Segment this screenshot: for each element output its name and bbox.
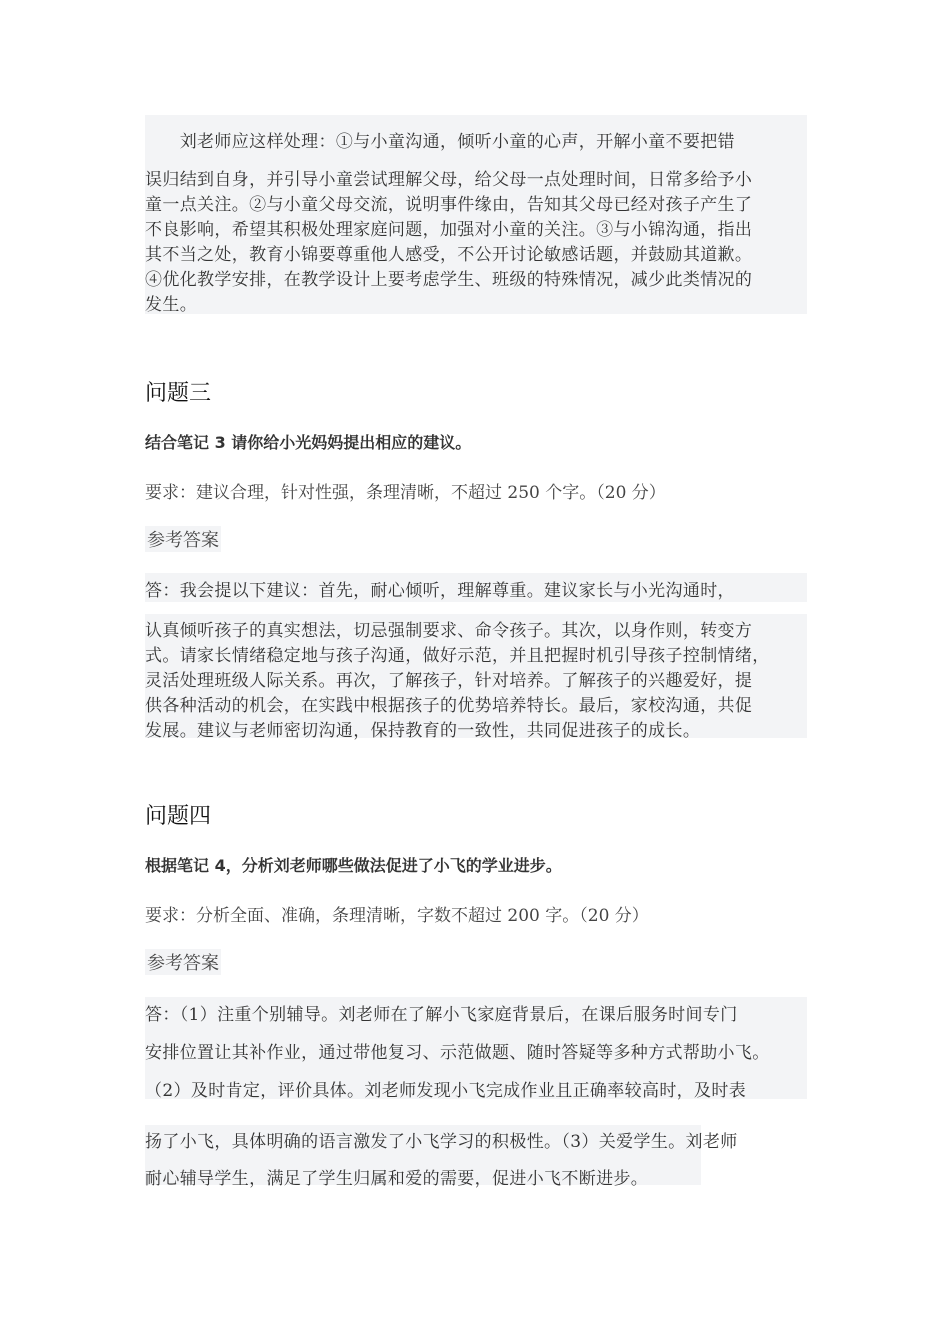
question-text-q3: 结合笔记 3 请你给小光妈妈提出相应的建议。 (145, 433, 472, 452)
answer-line: 认真倾听孩子的真实想法，切忌强制要求、命令孩子。其次，以身作则，转变方 (145, 621, 753, 641)
answer-line: 扬了小飞，具体明确的语言激发了小飞学习的积极性。（3）关爱学生。刘老师 (145, 1132, 738, 1152)
answer-line: （2）及时肯定，评价具体。刘老师发现小飞完成作业且正确率较高时，及时表 (145, 1081, 747, 1101)
answer-line: 式。请家长情绪稳定地与孩子沟通，做好示范，并且把握时机引导孩子控制情绪， (145, 646, 770, 666)
requirement-text-q3: 要求：建议合理，针对性强，条理清晰，不超过 250 个字。（20 分） (145, 483, 666, 503)
answer-line: 耐心辅导学生，满足了学生归属和爱的需要，促进小飞不断进步。 (145, 1169, 649, 1189)
question-text-q4: 根据笔记 4，分析刘老师哪些做法促进了小飞的学业进步。 (145, 856, 562, 875)
reference-answer-label-q3: 参考答案 (145, 526, 221, 552)
answer-line: 发生。 (145, 295, 198, 315)
answer-line: 刘老师应这样处理：①与小童沟通，倾听小童的心声，开解小童不要把错 (145, 132, 735, 152)
answer-block-q2 (145, 115, 807, 314)
section-heading-q3: 问题三 (145, 381, 212, 406)
reference-answer-label-q4: 参考答案 (145, 949, 221, 975)
answer-line: 供各种活动的机会，在实践中根据孩子的优势培养特长。最后，家校沟通，共促 (145, 696, 753, 716)
answer-line: 答：（1）注重个别辅导。刘老师在了解小飞家庭背景后，在课后服务时间专门 (145, 1005, 738, 1025)
answer-line: 误归结到自身，并引导小童尝试理解父母，给父母一点处理时间，日常多给予小 (145, 170, 753, 190)
answer-line: 不良影响，希望其积极处理家庭问题，加强对小童的关注。③与小锦沟通，指出 (145, 220, 753, 240)
answer-line: 安排位置让其补作业，通过带他复习、示范做题、随时答疑等多种方式帮助小飞。 (145, 1043, 770, 1063)
answer-line: 灵活处理班级人际关系。再次，了解孩子，针对培养。了解孩子的兴趣爱好，提 (145, 671, 753, 691)
answer-line: ④优化教学安排，在教学设计上要考虑学生、班级的特殊情况，减少此类情况的 (145, 270, 753, 290)
answer-line: 其不当之处，教育小锦要尊重他人感受，不公开讨论敏感话题，并鼓励其道歉。 (145, 245, 753, 265)
section-heading-q4: 问题四 (145, 804, 212, 829)
answer-line: 答：我会提以下建议：首先，耐心倾听，理解尊重。建议家长与小光沟通时， (145, 581, 735, 601)
requirement-text-q4: 要求：分析全面、准确，条理清晰，字数不超过 200 字。（20 分） (145, 906, 649, 926)
answer-line: 发展。建议与老师密切沟通，保持教育的一致性，共同促进孩子的成长。 (145, 721, 701, 741)
answer-line: 童一点关注。②与小童父母交流，说明事件缘由，告知其父母已经对孩子产生了 (145, 195, 753, 215)
